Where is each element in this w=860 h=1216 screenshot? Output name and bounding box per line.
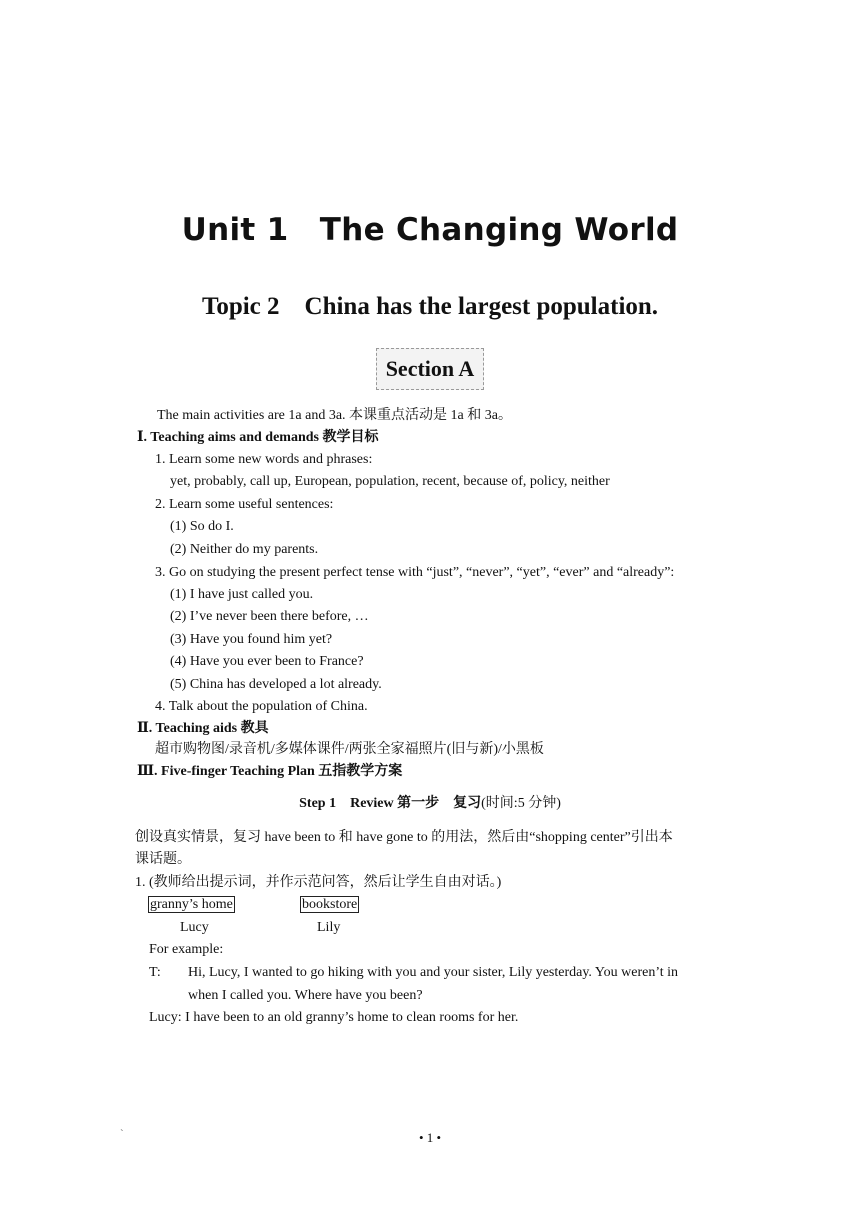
aim-item-1: 1. Learn some new words and phrases: [155, 452, 373, 467]
prompt-place-1 [148, 895, 235, 915]
teaching-aids-list: 超市购物图/录音机/多媒体课件/两张全家福照片(旧与新)/小黑板 [155, 742, 544, 757]
intro-line-1: 创设真实情景，复习 have been to 和 have gone to 的用法，然后由“shopping center”引出本 [135, 830, 673, 845]
instruction: 1. (教师给出提示词，并作示范问答，然后让学生自由对话。) [135, 875, 502, 890]
prompt-place-2-box: bookstore [302, 897, 358, 912]
prompt-name-2: Lily [317, 920, 341, 935]
corner-mark: ` [120, 1128, 124, 1140]
step1-time: (时间:5 分钟) [481, 796, 561, 811]
prompt-place-1-box: granny’s home [150, 897, 233, 912]
unit-title: Unit 1 The Changing World [181, 212, 679, 248]
aim-item-4: 4. Talk about the population of China. [155, 699, 368, 714]
part3-heading: Ⅲ. Five-finger Teaching Plan 五指教学方案 [137, 764, 403, 779]
aim-item-2: 2. Learn some useful sentences: [155, 497, 334, 512]
aim-item-2-sentence-1: (1) So do I. [170, 519, 234, 534]
lucy-line: Lucy: I have been to an old granny’s home to clean rooms for her. [149, 1010, 519, 1025]
topic-title: Topic 2 China has the largest population. [201, 293, 659, 320]
teacher-line-2: when I called you. Where have you been? [188, 988, 423, 1003]
step1-label: Step 1 Review 第一步 复习 [299, 796, 482, 811]
example-label: For example: [149, 942, 224, 957]
aim-item-1-words: yet, probably, call up, European, population, recent, because of, policy, neither [170, 474, 610, 489]
aim-item-3-sentence-5: (5) China has developed a lot already. [170, 677, 382, 692]
page-number: • 1 • [418, 1130, 442, 1145]
aim-item-3-sentence-2: (2) I’ve never been there before, … [170, 609, 369, 624]
prompt-place-2 [300, 895, 359, 915]
main-activities: The main activities are 1a and 3a. 本课重点活动是 1a 和 3a。 [157, 408, 512, 423]
step1-heading [0, 794, 860, 814]
part1-heading: Ⅰ. Teaching aims and demands 教学目标 [137, 430, 379, 445]
aim-item-2-sentence-2: (2) Neither do my parents. [170, 542, 319, 557]
aim-item-3-sentence-3: (3) Have you found him yet? [170, 632, 333, 647]
teacher-speaker: T: [149, 965, 161, 980]
intro-line-2: 课话题。 [135, 852, 191, 867]
prompt-name-1: Lucy [180, 920, 209, 935]
teacher-line-1: Hi, Lucy, I wanted to go hiking with you and your sister, Lily yesterday. You weren’t in [188, 965, 679, 980]
part2-heading: Ⅱ. Teaching aids 教具 [137, 721, 269, 736]
aim-item-3-sentence-1: (1) I have just called you. [170, 587, 314, 602]
aim-item-3-sentence-4: (4) Have you ever been to France? [170, 654, 364, 669]
section-title: Section A [376, 348, 484, 390]
aim-item-3: 3. Go on studying the present perfect tense with “just”, “never”, “yet”, “ever” and “already”: [155, 565, 675, 580]
